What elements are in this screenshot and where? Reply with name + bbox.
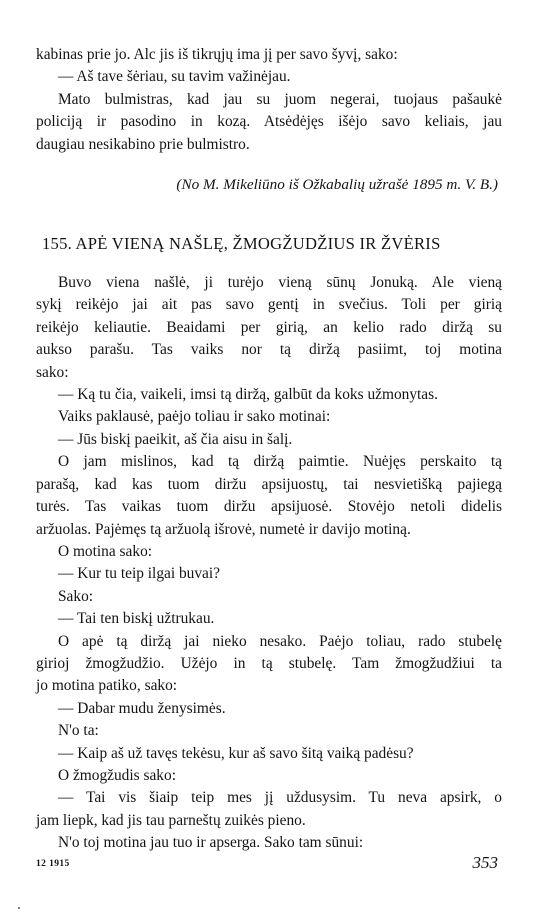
text-line: Sako:: [58, 587, 94, 605]
text-line: aukso parašu. Tas vaiks nor tą diržą pasiimt, toj motina: [36, 341, 502, 359]
text-line: — Aš tave šėriau, su tavim važinėjau.: [58, 68, 291, 86]
text-line: — Tai ten biskį užtrukau.: [58, 610, 215, 628]
text-line: O motina sako:: [58, 542, 153, 560]
text-line: policiją ir pasodino in kozą. Atsėdėjęs išėjo savo keliais, jau: [36, 113, 502, 131]
printer-signature: 12 1915: [36, 859, 70, 869]
text-line: — Jūs biskį paeikit, aš čia aisu in šalį.: [58, 430, 293, 448]
text-line: O apė tą diržą jai nieko nesako. Paėjo toliau, rado stubelę: [58, 632, 502, 650]
page-number: 353: [472, 853, 498, 872]
text-line: — Ką tu čia, vaikeli, imsi tą diržą, galbūt da koks užmonytas.: [58, 386, 438, 404]
text-line: Buvo viena našlė, ji turėjo vieną sūnų Jonuką. Ale vieną: [58, 274, 502, 292]
text-line: — Kur tu teip ilgai buvai?: [58, 565, 220, 583]
previous-tale-ending: [36, 44, 502, 156]
text-line: jam liepk, kad jis tau parneštų zuikės pieno.: [36, 811, 306, 829]
text-line: O jam mislinos, kad tą diržą paimtie. Nuėjęs perskaito tą: [58, 453, 502, 471]
tale-heading: 155. APĖ VIENĄ NAŠLĘ, ŽMOGŽUDŽIUS IR ŽVĖRIS: [42, 234, 441, 254]
text-line: — Tai vis šiaip teip mes jį uždusysim. Tu neva apsirk, o: [58, 789, 502, 807]
text-line: sykį reikėjo jai ait pas savo gentį in svečius. Toli per girią: [36, 296, 502, 314]
text-line: aržuolas. Pajėmęs tą aržuolą išrovė, numetė ir davijo motiną.: [36, 520, 411, 538]
text-line: N'o ta:: [58, 722, 99, 740]
text-line: kabinas prie jo. Alc jis iš tikrųjų ima jį per savo šyvį, sako:: [36, 46, 398, 63]
text-line: daugiau nesikabino prie bulmistro.: [36, 135, 250, 153]
text-line: sako:: [36, 363, 69, 381]
source-note: (No M. Mikeliūno iš Ožkabalių užrašė 1895 m. V. B.): [176, 176, 498, 194]
text-line: — Dabar mudu ženysimės.: [58, 699, 226, 717]
text-line: parašą, kad kas tuom diržu apsijuostų, tai nesvietišką pajiegą: [36, 475, 502, 493]
print-speck: [18, 907, 20, 909]
text-line: — Kaip aš už tavęs tekėsu, kur aš savo šitą vaiką padėsu?: [58, 744, 414, 762]
text-line: N'o toj motina jau tuo ir apserga. Sako tam sūnui:: [58, 834, 364, 852]
text-line: jo motina patiko, sako:: [36, 677, 178, 695]
text-line: Vaiks paklausė, paėjo toliau ir sako motinai:: [58, 408, 331, 426]
page-footer: [36, 853, 502, 877]
text-line: turės. Tas vaikas tuom diržu apsijuosė. Stovėjo netoli didelis: [36, 498, 502, 516]
tale-body: [36, 272, 502, 855]
text-line: O žmogžudis sako:: [58, 766, 176, 784]
text-line: girioj žmogžudžio. Užėjo in tą stubelę. Tam žmogžudžiui ta: [36, 654, 502, 672]
text-line: Mato bulmistras, kad jau su juom negerai, tuojaus pašaukė: [58, 90, 502, 108]
book-page: [36, 44, 502, 855]
text-line: reikėjo keliautie. Beaidami per girią, an kelio rado diržą su: [36, 318, 502, 336]
